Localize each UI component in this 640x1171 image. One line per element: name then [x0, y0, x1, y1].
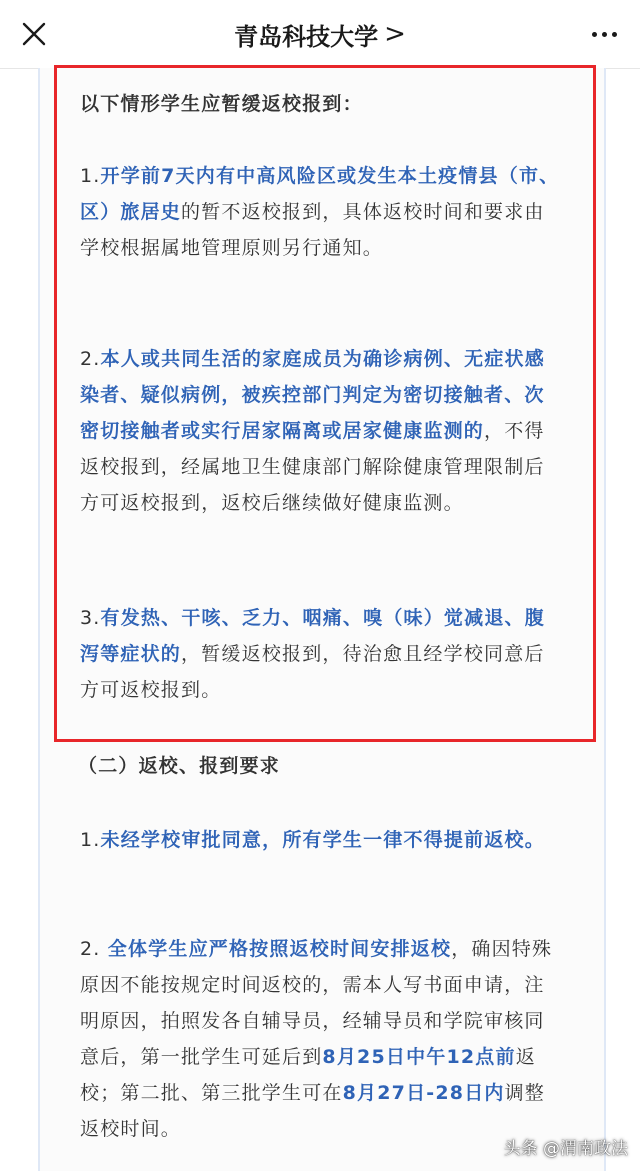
item-a3-prefix: 3. — [80, 607, 101, 629]
top-navigation-bar — [0, 0, 640, 69]
item-a3-text: ，暂缓返校报到，待治愈且经学校同意后方可返校报到。 — [80, 643, 545, 701]
item-a3-highlight: 有发热、干咳、乏力、咽痛、嗅（味）觉减退、腹泻等症状的 — [80, 607, 545, 665]
item-b2-highlight-1: 全体学生应严格按照返校时间安排返校 — [107, 938, 452, 960]
more-icon — [589, 32, 619, 37]
item-a2-text: ，不得返校报到，经属地卫生健康部门解除健康管理限制后方可返校报到，返校后继续做好健康监测。 — [80, 420, 545, 514]
close-icon — [22, 22, 46, 46]
item-a1-highlight: 开学前7天内有中高风险区或发生本土疫情县（市、区）旅居史 — [80, 165, 560, 223]
item-a1-text: 的暂不返校报到，具体返校时间和要求由学校根据属地管理原则另行通知。 — [80, 201, 545, 259]
section-a-heading: 以下情形学生应暂缓返校报到： — [80, 93, 363, 115]
item-b1 — [80, 822, 560, 858]
item-a2-highlight: 本人或共同生活的家庭成员为确诊病例、无症状感染者、疑似病例，被疾控部门判定为密切接触者、次密切接触者或实行居家隔离或居家健康监测的 — [80, 348, 545, 442]
item-b1-highlight: 未经学校审批同意，所有学生一律不得提前返校。 — [100, 829, 545, 851]
chevron-right-icon: > — [384, 19, 406, 49]
item-b2-text-3: 调整返校时间。 — [80, 1082, 546, 1140]
item-b2-highlight-3: 8月27日-28日内 — [342, 1082, 505, 1104]
account-title-button[interactable] — [234, 17, 406, 52]
item-b2-highlight-2: 8月25日中午12点前 — [322, 1046, 516, 1068]
close-button[interactable] — [14, 14, 54, 54]
item-b2 — [80, 931, 560, 1147]
red-highlight-frame — [54, 65, 596, 742]
item-a1-prefix: 1. — [80, 165, 101, 187]
item-b2-prefix: 2. — [80, 938, 108, 960]
page-title: 青岛科技大学 — [234, 22, 379, 51]
more-options-button[interactable] — [582, 14, 626, 54]
item-b2-text-1: ，确因特殊原因不能按规定时间返校的，需本人写书面申请，注明原因，拍照发各自辅导员，经辅导员和学院审核同意后，第一批学生可延后到 — [80, 938, 553, 1068]
watermark: 头条 @渭南政法 — [503, 1139, 628, 1159]
item-b2-text-2: 返校；第二批、第三批学生可在 — [80, 1046, 536, 1104]
item-a2-prefix: 2. — [80, 348, 101, 370]
item-b1-prefix: 1. — [80, 829, 101, 851]
section-b-heading: （二）返校、报到要求 — [78, 755, 281, 777]
